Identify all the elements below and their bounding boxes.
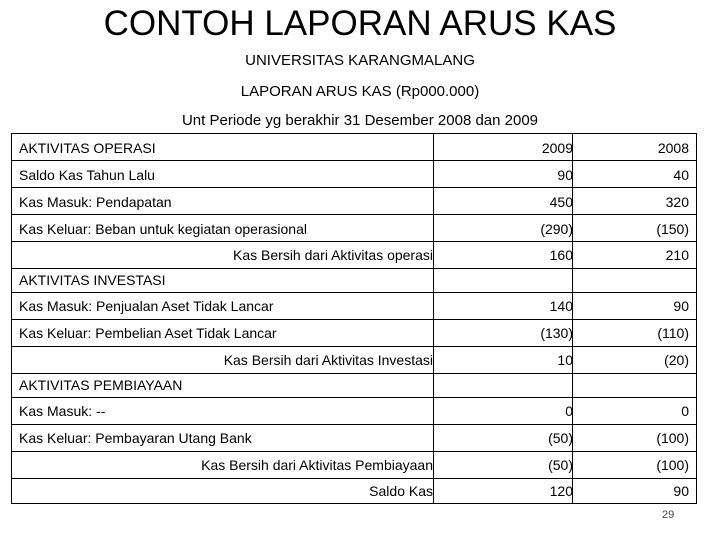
row-label-fin-masuk: Kas Masuk: -- xyxy=(19,403,106,419)
column-divider xyxy=(433,134,434,503)
value-2008: (110) xyxy=(657,325,689,341)
row-label-inv-keluar: Kas Keluar: Pembelian Aset Tidak Lancar xyxy=(19,325,277,341)
row-label-saldo-awal: Saldo Kas Tahun Lalu xyxy=(19,167,155,183)
row-label-op-bersih: Kas Bersih dari Aktivitas operasi xyxy=(233,247,433,263)
value-2008: 40 xyxy=(673,167,689,183)
section-heading-pembiayaan: AKTIVITAS PEMBIAYAAN xyxy=(19,377,183,393)
row-divider xyxy=(12,319,696,320)
row-divider xyxy=(12,346,696,347)
value-2009: 160 xyxy=(549,247,573,263)
row-divider xyxy=(12,373,696,374)
value-2009: (50) xyxy=(548,457,573,473)
row-label-inv-masuk: Kas Masuk: Penjualan Aset Tidak Lancar xyxy=(19,298,274,314)
row-label-op-keluar: Kas Keluar: Beban untuk kegiatan operasional xyxy=(19,221,307,237)
value-2008: 0 xyxy=(681,403,689,419)
row-label-saldo-akhir: Saldo Kas xyxy=(369,483,433,499)
value-2008: 210 xyxy=(665,247,689,263)
slide-title: CONTOH LAPORAN ARUS KAS xyxy=(103,4,617,43)
value-2009: (130) xyxy=(540,325,573,341)
value-2009: 120 xyxy=(549,483,573,499)
row-divider xyxy=(12,424,696,425)
value-2008: (100) xyxy=(656,457,689,473)
row-divider xyxy=(12,214,696,215)
row-label-op-masuk: Kas Masuk: Pendapatan xyxy=(19,194,172,210)
value-2008: (100) xyxy=(656,430,689,446)
value-2009: (290) xyxy=(540,221,573,237)
row-divider xyxy=(12,292,696,293)
cash-flow-table xyxy=(11,133,697,504)
page-number: 29 xyxy=(662,509,675,521)
row-divider xyxy=(12,268,696,269)
value-2009: 450 xyxy=(549,194,573,210)
row-divider xyxy=(12,397,696,398)
row-divider xyxy=(12,451,696,452)
column-divider xyxy=(572,134,573,503)
value-2009: 10 xyxy=(557,352,573,368)
value-2008: 90 xyxy=(673,298,689,314)
row-divider xyxy=(12,241,696,242)
value-2009: 140 xyxy=(549,298,573,314)
row-label-fin-bersih: Kas Bersih dari Aktivitas Pembiayaan xyxy=(201,457,433,473)
value-2008: (20) xyxy=(664,352,689,368)
value-2009: (50) xyxy=(548,430,573,446)
value-2008: 90 xyxy=(673,483,689,499)
column-header-2009: 2009 xyxy=(541,140,573,156)
value-2008: (150) xyxy=(656,221,689,237)
column-header-2008: 2008 xyxy=(657,140,689,156)
report-period: Unt Periode yg berakhir 31 Desember 2008 dan 2009 xyxy=(181,112,539,129)
row-divider xyxy=(12,478,696,479)
section-heading-operasi: AKTIVITAS OPERASI xyxy=(19,140,156,156)
university-name: UNIVERSITAS KARANGMALANG xyxy=(245,52,475,69)
row-divider xyxy=(12,160,696,161)
value-2009: 90 xyxy=(557,167,573,183)
value-2009: 0 xyxy=(565,403,573,419)
row-label-fin-keluar: Kas Keluar: Pembayaran Utang Bank xyxy=(19,430,252,446)
section-heading-investasi: AKTIVITAS INVESTASI xyxy=(19,272,166,288)
row-divider xyxy=(12,187,696,188)
value-2008: 320 xyxy=(665,194,689,210)
row-label-inv-bersih: Kas Bersih dari Aktivitas Investasi xyxy=(223,352,433,368)
report-name: LAPORAN ARUS KAS (Rp000.000) xyxy=(240,83,480,100)
